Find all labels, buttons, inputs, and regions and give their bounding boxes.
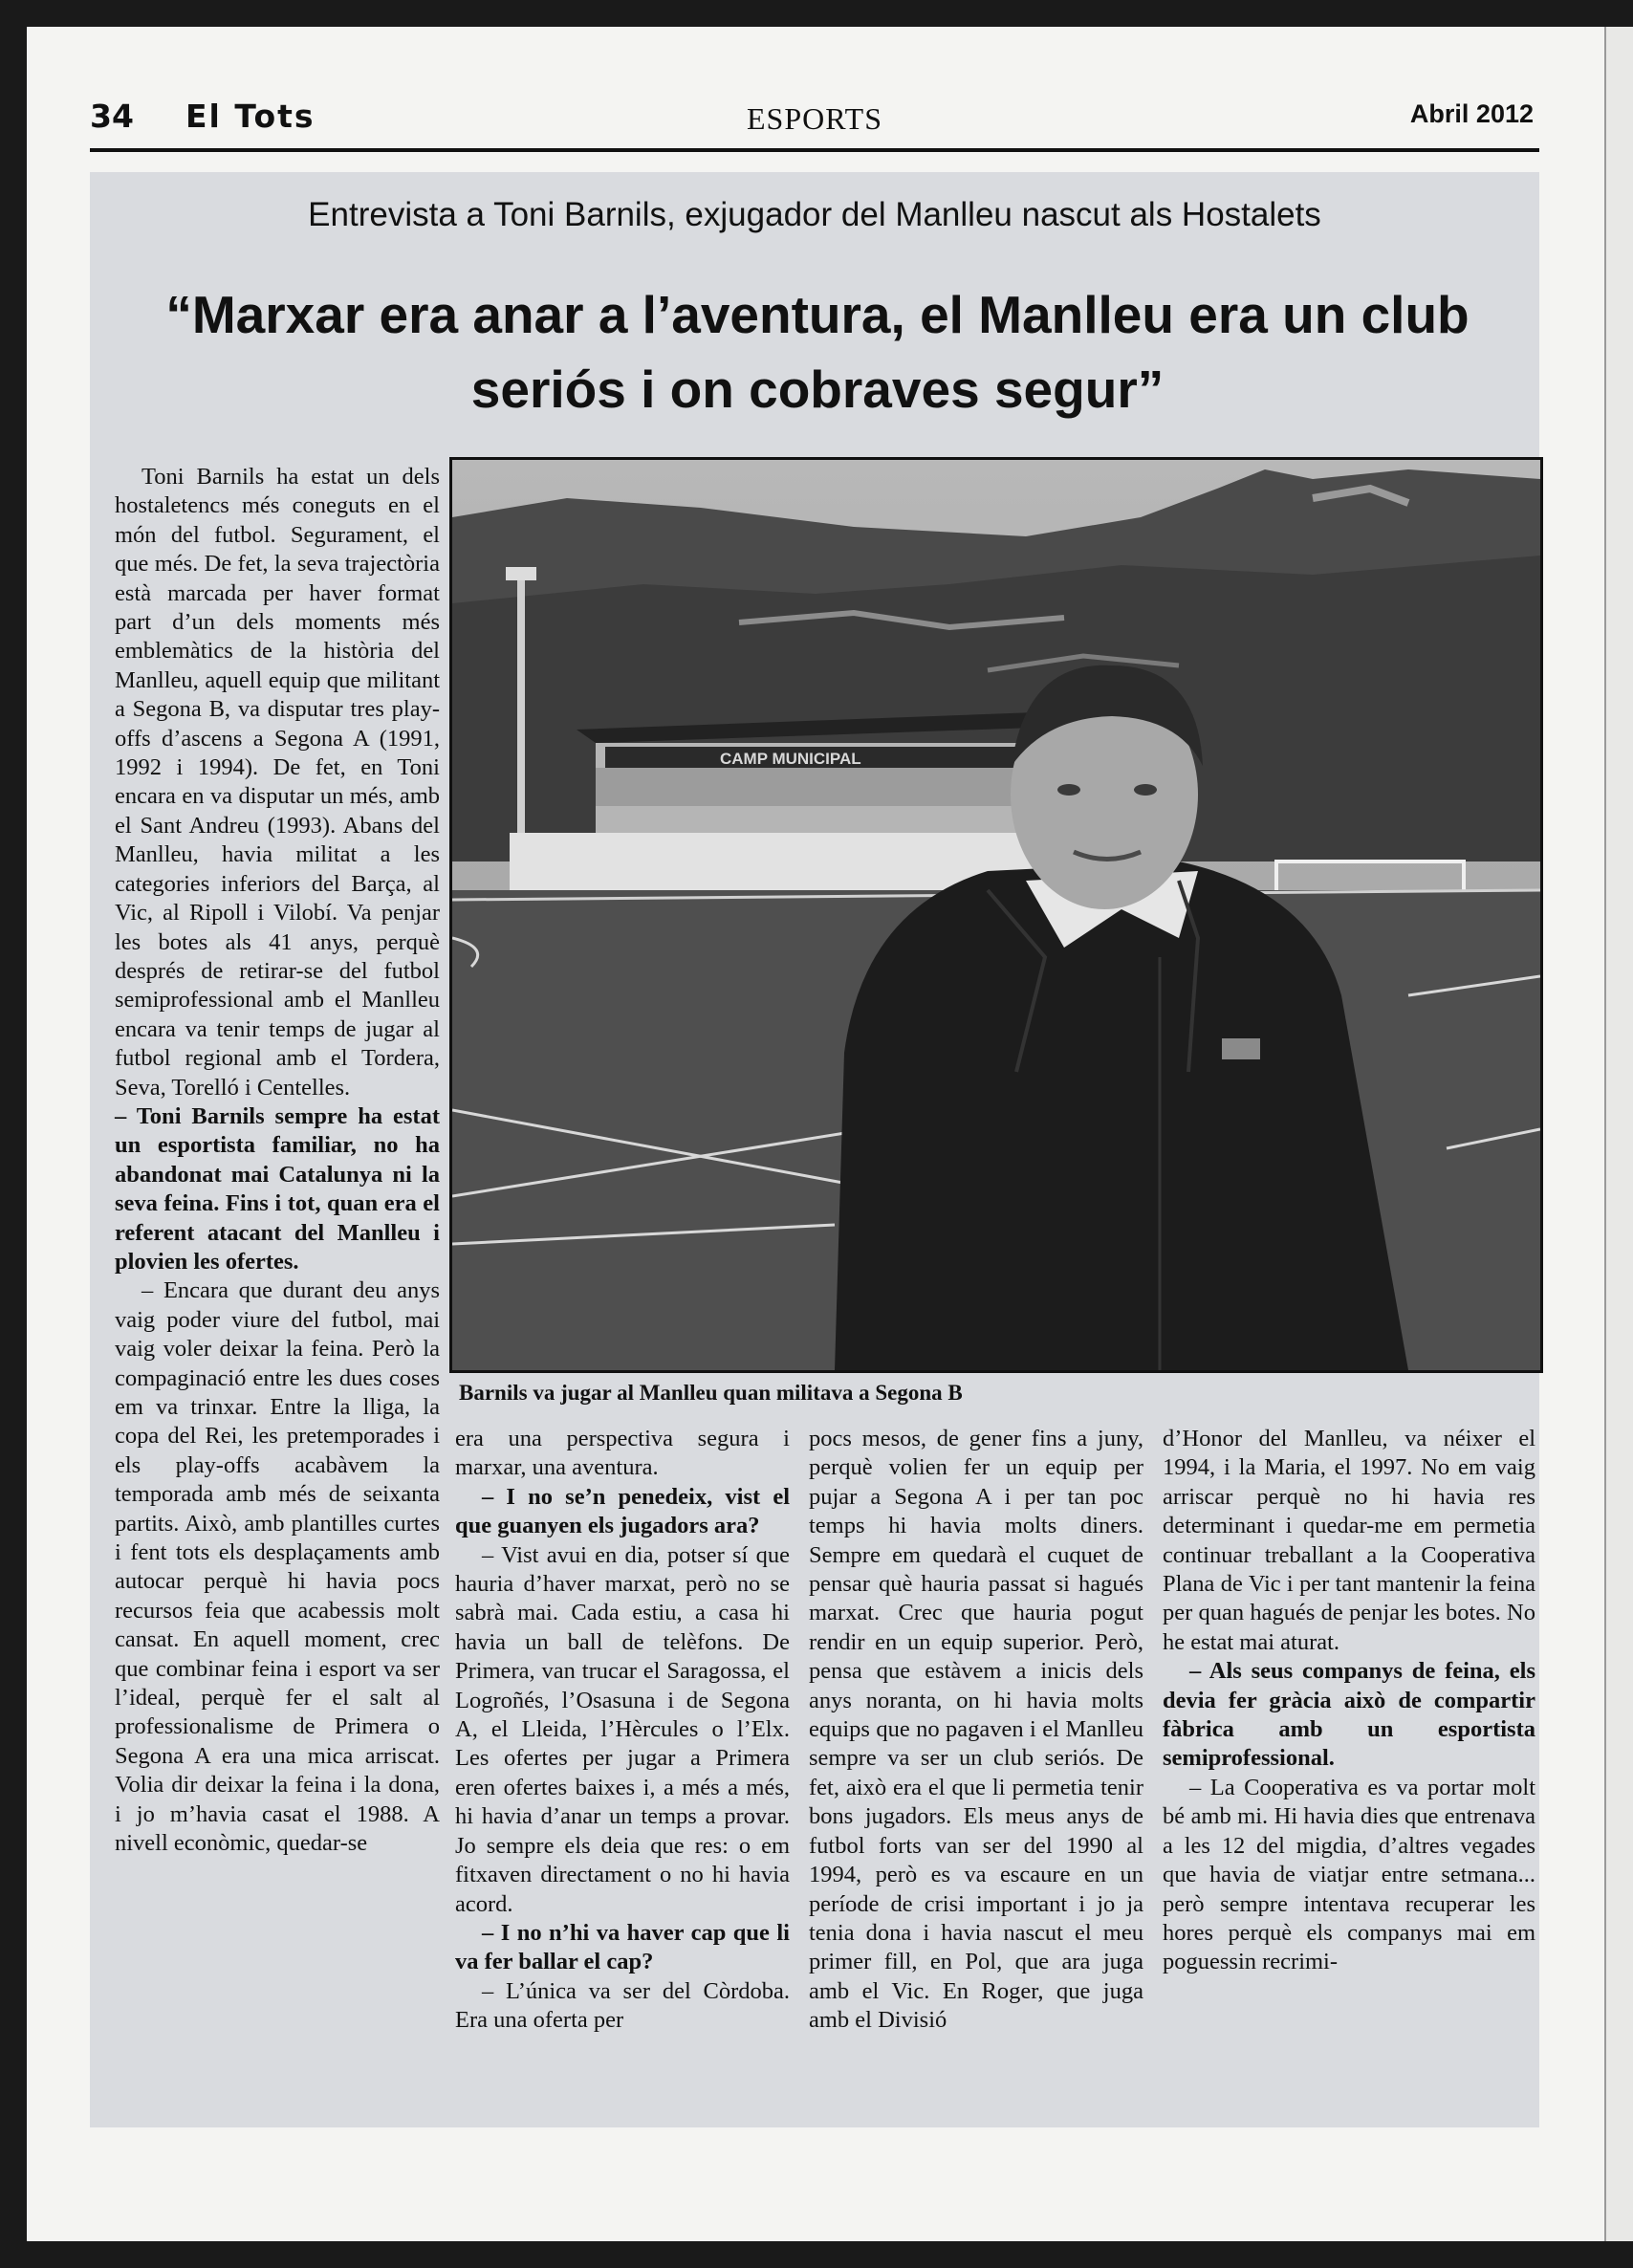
text-column-3 [809,1425,1143,2036]
text-column-4 [1163,1425,1535,1977]
article-photo [449,457,1543,1373]
answer-3-continued-2: d’Honor del Manlleu, va néixer el 1994, i la Maria, el 1997. No em vaig arriscar perquè no hi havia res determinant i quedar-me em permetia continuar treballant a la Cooperativa Plana de Vic i per tant mantenir la feina per quan hagués de penjar les botes. No he estat mai aturat. [1163,1426,1535,1655]
answer-2: – Vist avui en dia, potser sí que hauria d’haver marxat, però no se sabrà mai. Cada estiu, a casa hi havia un ball de telèfons. De Primera, van trucar el Saragossa, el Logroñés, l’Osasuna i de Segona A, el Lleida, l’Hèrcules o l’Elx. Les ofertes per jugar a Primera eren ofertes baixes i, a més a més, hi havia d’anar un temps a provar. Jo sempre els deia que res: o em fitxaven directament o no hi havia acord. [455,1541,790,1917]
question-3: – I no n’hi va haver cap que li va fer ballar el cap? [455,1919,790,1975]
question-1: – Toni Barnils sempre ha estat un esportista familiar, no ha abandonat mai Catalunya ni la seva feina. Fins i tot, quan era el referent atacant del Manlleu i plovien les ofertes. [115,1102,440,1275]
page-header [90,76,1539,152]
stadium-sign: CAMP MUNICIPAL [720,750,861,768]
issue-date: Abril 2012 [1409,99,1534,128]
answer-1-continued: era una perspectiva segura i marxar, una aventura. [455,1426,790,1481]
answer-3: – L’única va ser del Còrdoba. Era una oferta per [455,1977,790,2034]
question-4: – Als seus companys de feina, els devia fer gràcia això de compartir fàbrica amb un esportista semiprofessional. [1163,1658,1535,1772]
question-2: – I no se’n penedeix, vist el que guanyen els jugadors ara? [455,1483,790,1539]
answer-3-continued: pocs mesos, de gener fins a juny, perquè volien fer un equip per pujar a Segona A i per tan poc temps hi havia molts diners. Sempre em quedarà el cuquet de pensar què hauria passat si hagués marxat. Crec que hauria pogut rendir en un equip superior. Però, pensa que estàvem a inicis dels anys noranta, on hi havia molts equips que no pagaven i el Manlleu sempre va ser un club seriós. De fet, això era el que li permetia tenir bons jugadors. Els meus anys de futbol forts van ser del 1990 al 1994, però es va escaure en un període de crisi important i jo ja tenia dona i havia nascut el meu primer fill, en Pol, que ara juga amb el Vic. En Roger, que juga amb el Divisió [809,1426,1143,2034]
answer-4: – La Cooperativa es va portar molt bé amb mi. Hi havia dies que entrenava a les 12 del migdia, d’altres vegades que havia de viatjar entre setmana... però sempre intentava recuperar les hores perquè els companys mai em poguessin recrimi- [1163,1774,1535,1975]
text-column-2 [455,1425,790,2036]
article-kicker: Entrevista a Toni Barnils, exjugador del Manlleu nascut als Hostalets [308,196,1321,233]
section-name: ESPORTS [746,101,882,136]
text-column-1 [115,463,440,1859]
photo-caption: Barnils va jugar al Manlleu quan militava a Segona B [459,1381,963,1405]
article-intro: Toni Barnils ha estat un dels hostaletencs més coneguts en el món del futbol. Segurament, el que més. De fet, la seva trajectòria està marcada per haver format part d’un dels moments més emblemàtics de la història del Manlleu, aquell equip que militant a Segona B, va disputar tres play-offs d’ascens a Segona A (1991, 1992 i 1994). De fet, en Toni encara en va disputar un més, amb el Sant Andreu (1993). Abans del Manlleu, havia militat a les categories inferiors del Barça, al Vic, al Ripoll i Vilobí. Va penjar les botes als 41 anys, perquè després de retirar-se del futbol semiprofessional amb el Manlleu encara va tenir temps de jugar al futbol regional amb el Tordera, Seva, Torelló i Centelles. [115,464,440,1101]
magazine-name: El Tots [185,98,316,135]
next-page-edge [1604,27,1633,2241]
answer-1: – Encara que durant deu anys vaig poder viure del futbol, mai vaig voler deixar la feina. Però la compaginació entre les dues coses em va trinxar. Entre la lliga, la copa del Rei, les pretemporades i els play-offs acabàvem la temporada amb més de seixanta partits. Això, amb plantilles curtes i fent tots els desplaçaments amb autocar perquè hi havia pocs recursos feia que acabessis molt cansat. En aquell moment, crec que combinar feina i esport va ser l’ideal, perquè fer el salt al professionalisme de Primera o Segona A era una mica arriscat. Volia dir deixar la feina i la dona, i jo m’havia casat el 1988. A nivell econòmic, quedar-se [115,1277,440,1857]
page-number: 34 [90,98,134,135]
article-headline: “Marxar era anar a l’aventura, el Manlleu era un club seriós i on cobraves segur” [165,285,1470,419]
